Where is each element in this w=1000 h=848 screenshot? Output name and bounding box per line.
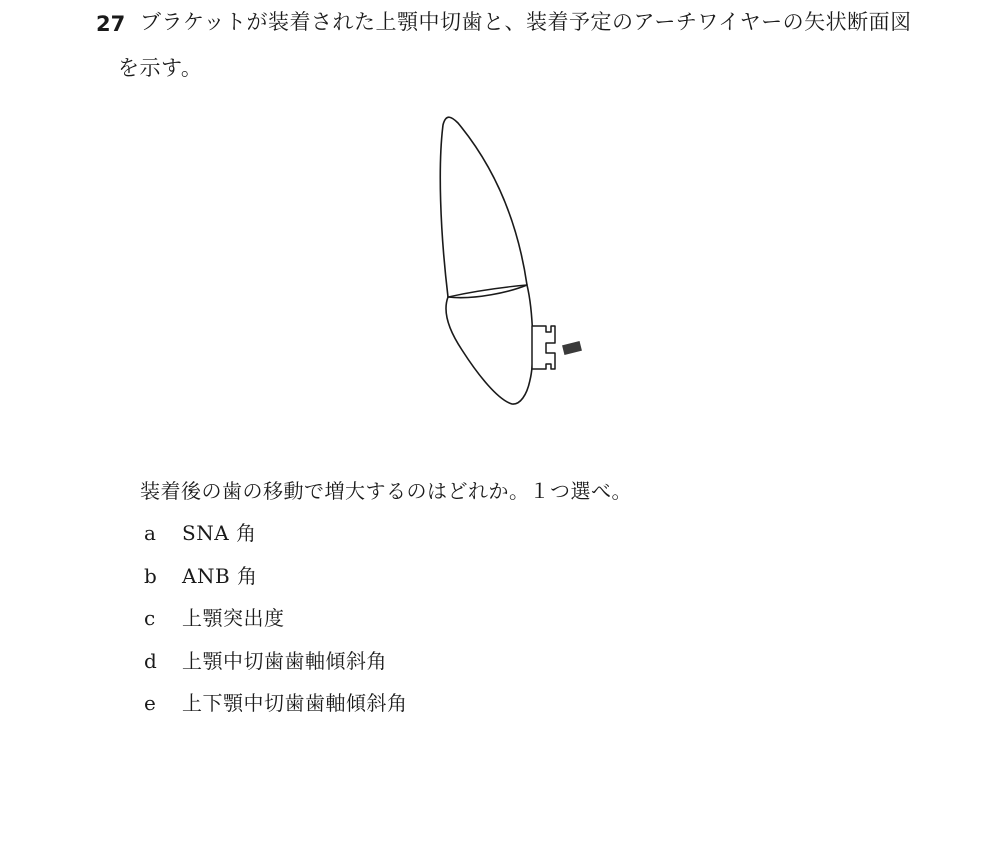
question-text-line2: を示す。: [118, 56, 203, 80]
option-letter: e: [144, 691, 156, 715]
option-text: 上顎突出度: [182, 606, 285, 630]
tooth-root-outline: [440, 117, 527, 297]
option-text: ANB 角: [182, 564, 258, 588]
tooth-crown-outline: [446, 285, 533, 404]
option-text: 上下顎中切歯歯軸傾斜角: [182, 691, 408, 715]
option-letter: a: [144, 521, 156, 545]
option-letter: d: [144, 649, 157, 673]
question-text-line1: ブラケットが装着された上顎中切歯と、装着予定のアーチワイヤーの矢状断面図: [140, 10, 912, 34]
question-stem: 装着後の歯の移動で増大するのはどれか。１つ選べ。: [140, 479, 632, 503]
question-number: 27: [96, 12, 126, 36]
bracket-icon: [532, 326, 555, 369]
incisor-sagittal-figure: [430, 110, 590, 410]
archwire-cross-section: [562, 341, 582, 355]
option-letter: c: [144, 606, 156, 630]
option-text: SNA 角: [182, 521, 257, 545]
option-letter: b: [144, 564, 157, 588]
option-text: 上顎中切歯歯軸傾斜角: [182, 649, 387, 673]
